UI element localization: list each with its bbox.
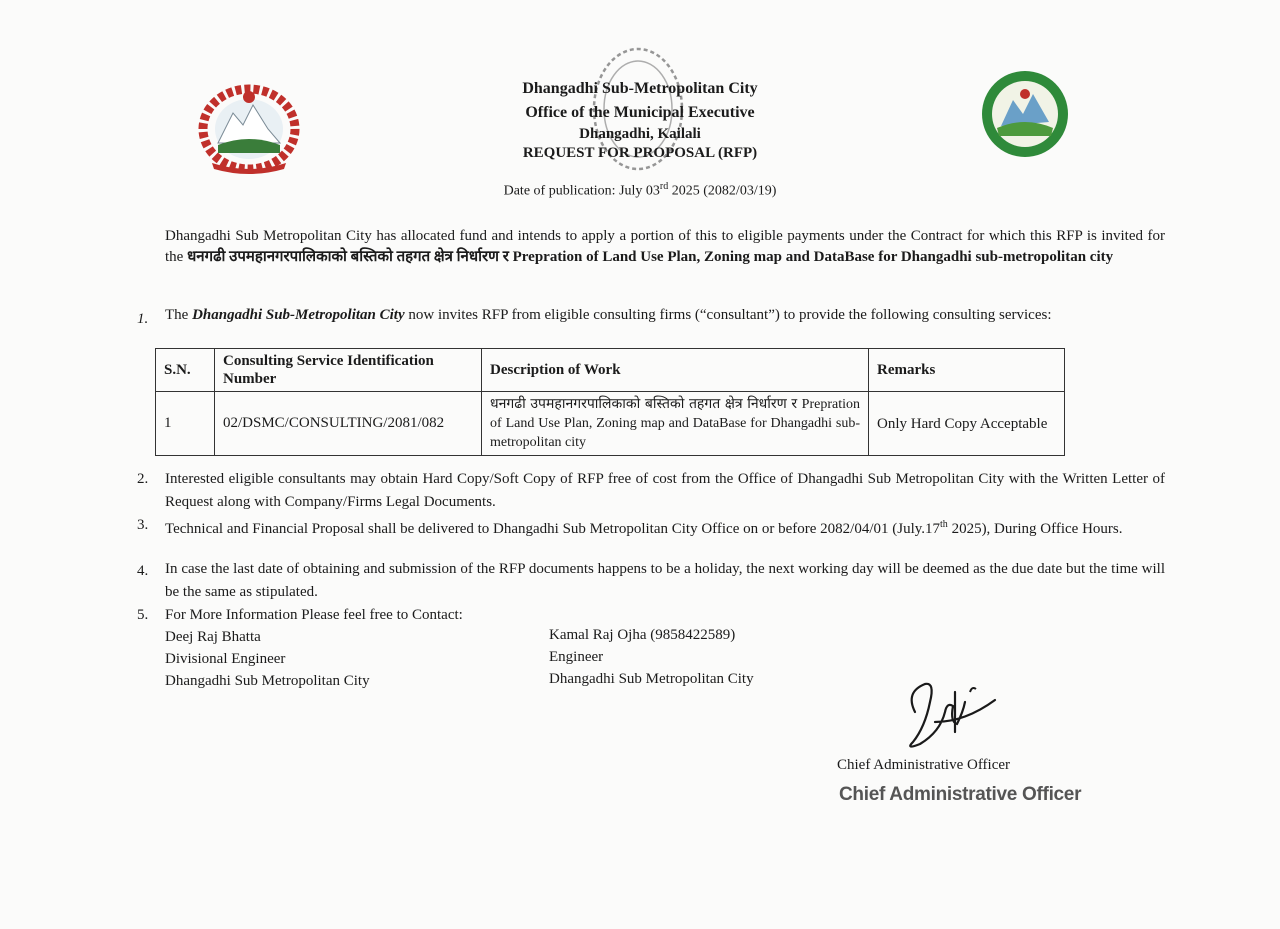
col-sn: S.N. xyxy=(156,349,215,392)
col-description: Description of Work xyxy=(482,349,869,392)
intro-project-title: धनगढी उपमहानगरपालिकाको बस्तिको तहगत क्षेत्र निर्धारण र Prepration of Land Use Plan, Zoning map and DataBase for Dhangadhi sub-metropolitan city xyxy=(187,249,1114,265)
contact-1-org: Dhangadhi Sub Metropolitan City xyxy=(165,673,370,689)
contact-1-name: Deej Raj Bhatta xyxy=(165,629,261,645)
col-remarks: Remarks xyxy=(869,349,1065,392)
item-4-number: 4. xyxy=(137,563,149,579)
cell-identification: 02/DSMC/CONSULTING/2081/082 xyxy=(215,392,482,456)
contact-2-name: Kamal Raj Ojha (9858422589) xyxy=(549,627,736,643)
signatory-stamp: Chief Administrative Officer xyxy=(839,784,1082,805)
publication-date: Date of publication: July 03rd 2025 (2082/03/19) xyxy=(503,181,777,199)
table-header-row xyxy=(156,349,1065,392)
col-identification: Consulting Service Identification Number xyxy=(215,349,482,392)
signatory-title: Chief Administrative Officer xyxy=(837,757,1011,773)
header-city: Dhangadhi Sub-Metropolitan City xyxy=(522,80,758,97)
contact-2-org: Dhangadhi Sub Metropolitan City xyxy=(549,671,754,687)
handwritten-signature xyxy=(895,672,1005,754)
item-1-text: The Dhangadhi Sub-Metropolitan City now invites RFP from eligible consulting firms (“consultant”) to provide the following consulting services: xyxy=(165,307,1052,323)
cell-description: धनगढी उपमहानगरपालिकाको बस्तिको तहगत क्षेत्र निर्धारण र Prepration of Land Use Plan, Zoning map and DataBase for Dhangadhi sub-metropolitan city xyxy=(482,392,869,456)
city-name-emphasis: Dhangadhi Sub-Metropolitan City xyxy=(192,307,405,323)
cell-remarks: Only Hard Copy Acceptable xyxy=(869,392,1065,456)
item-3-text: Technical and Financial Proposal shall be delivered to Dhangadhi Sub Metropolitan City Office on or before 2082/04/01 (July.17th 2025), During Office Hours. xyxy=(165,519,1123,537)
item-2-number: 2. xyxy=(137,471,149,487)
item-3-number: 3. xyxy=(137,517,149,533)
header-office: Office of the Municipal Executive xyxy=(525,104,755,121)
intro-text: Dhangadhi Sub Metropolitan City has allocated fund and intends to apply a portion of this to eligible payments under the Contract for which this RFP is invited for the xyxy=(165,228,1165,265)
item-5-text: For More Information Please feel free to Contact: xyxy=(165,607,463,623)
item-1-number: 1. xyxy=(137,311,149,327)
consulting-services-table xyxy=(155,348,1065,456)
intro-paragraph xyxy=(165,226,1165,268)
contact-1-role: Divisional Engineer xyxy=(165,651,286,667)
table-row xyxy=(156,392,1065,456)
contact-2-role: Engineer xyxy=(549,649,604,665)
header-location: Dhangadhi, Kailali xyxy=(579,126,701,142)
cell-sn: 1 xyxy=(156,392,215,456)
header-rfp-title: REQUEST FOR PROPOSAL (RFP) xyxy=(522,145,758,161)
contact-1 xyxy=(165,626,370,692)
contact-2 xyxy=(549,624,754,690)
item-5-number: 5. xyxy=(137,607,149,623)
item-4-text: In case the last date of obtaining and submission of the RFP documents happens to be a holiday, the next working day will be deemed as the due date but the time will be the same as stipulated. xyxy=(165,561,1165,600)
item-2-text: Interested eligible consultants may obtain Hard Copy/Soft Copy of RFP free of cost from the Office of Dhangadhi Sub Metropolitan City with the Written Letter of Request along with Company/Firms Legal Documents. xyxy=(165,471,1165,510)
